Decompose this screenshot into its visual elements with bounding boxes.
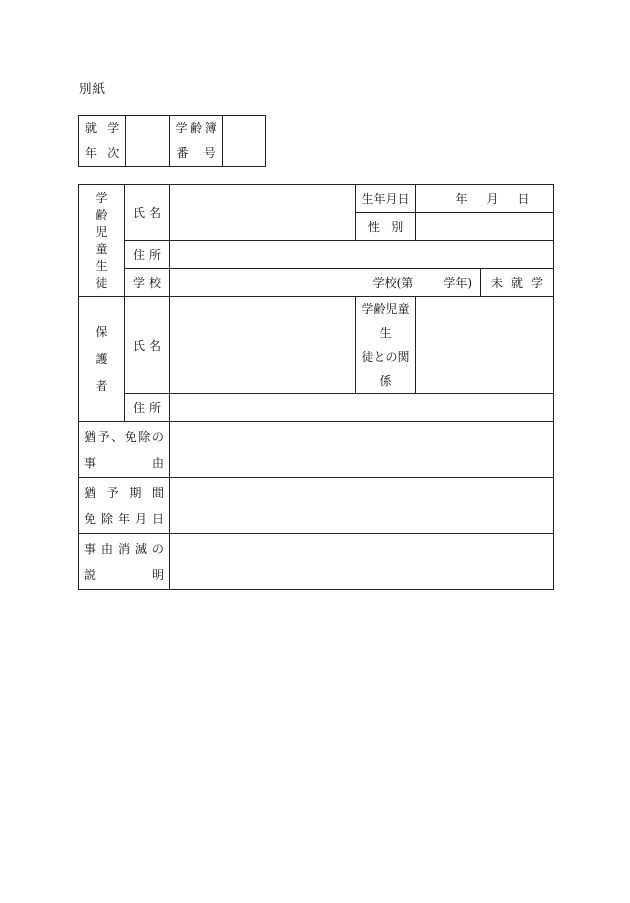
extinction-char: 消 — [117, 541, 130, 556]
guardian-address-label — [125, 394, 170, 422]
guardian-name-label — [125, 297, 170, 394]
register-value-cell[interactable] — [222, 116, 265, 167]
extinction-label — [79, 534, 170, 590]
guardian-label-char: 護 — [95, 351, 108, 366]
birth-day-unit: 日 — [517, 192, 530, 206]
child-name-field[interactable] — [170, 185, 356, 241]
child-label-char: 生 — [95, 258, 108, 273]
header-box-table — [78, 115, 266, 167]
name-label-char: 氏 — [132, 338, 145, 353]
period-label — [79, 478, 170, 534]
birth-date-label: 生年月日 — [356, 185, 416, 213]
extinction-char: の — [151, 541, 164, 556]
period-char: 猶 — [84, 485, 97, 500]
school-text: 学校(第 — [372, 276, 414, 290]
reason-char: の — [151, 429, 164, 444]
period-char: 年 — [117, 511, 130, 526]
child-label-char: 児 — [95, 224, 108, 239]
child-section-label — [79, 185, 125, 297]
main-form-table — [78, 184, 554, 590]
register-label-char: 簿 — [204, 121, 217, 135]
relation-label-line: 学齢児童生 — [361, 302, 410, 340]
guardian-section-label — [79, 297, 125, 422]
child-label-char: 童 — [95, 241, 108, 256]
birth-year-unit: 年 — [455, 192, 468, 206]
sex-label-char: 性 — [367, 220, 380, 234]
register-label-char: 齢 — [190, 121, 203, 135]
not-enrolled-char: 就 — [510, 276, 523, 290]
grade-value-cell[interactable] — [126, 116, 170, 167]
not-enrolled-cell[interactable] — [481, 269, 554, 297]
period-char: 間 — [151, 485, 164, 500]
reason-char: 猶 — [84, 429, 97, 444]
sex-label — [356, 213, 416, 241]
address-label-char: 所 — [148, 401, 161, 415]
reason-char: 、 — [111, 429, 124, 444]
not-enrolled-char: 学 — [530, 276, 543, 290]
register-label-char: 号 — [203, 146, 216, 160]
extinction-char: 事 — [84, 541, 97, 556]
extinction-char: 明 — [151, 567, 164, 582]
relation-label — [356, 297, 416, 394]
period-field[interactable] — [170, 478, 554, 534]
name-label-char: 名 — [148, 206, 161, 220]
period-char: 除 — [100, 511, 113, 526]
school-label-char: 校 — [148, 276, 161, 290]
register-label-char: 学 — [175, 121, 188, 135]
register-label-char: 番 — [176, 146, 189, 160]
address-label-char: 住 — [132, 401, 145, 415]
extinction-field[interactable] — [170, 534, 554, 590]
guardian-address-field[interactable] — [170, 394, 554, 422]
grade-label-char: 就 — [85, 121, 98, 135]
document-title: 別紙 — [79, 81, 107, 96]
grade-label-char: 学 — [107, 121, 120, 135]
reason-label — [79, 422, 170, 478]
name-label-char: 氏 — [132, 206, 145, 220]
period-char: 免 — [84, 511, 97, 526]
grade-text: 学年) — [443, 276, 472, 290]
child-address-label — [125, 241, 170, 269]
register-label-cell — [170, 116, 222, 167]
school-label-char: 学 — [132, 276, 145, 290]
school-field[interactable] — [170, 269, 481, 297]
guardian-name-field[interactable] — [170, 297, 356, 394]
extinction-char: 滅 — [134, 541, 147, 556]
guardian-label-char: 保 — [95, 324, 108, 339]
not-enrolled-char: 未 — [490, 276, 503, 290]
grade-label-char: 年 — [85, 146, 98, 160]
period-char: 期 — [129, 485, 142, 500]
reason-char: 予 — [97, 429, 110, 444]
child-name-label — [125, 185, 170, 241]
extinction-char: 由 — [100, 541, 113, 556]
extinction-char: 説 — [84, 567, 97, 582]
birth-month-unit: 月 — [486, 192, 499, 206]
reason-char: 免 — [124, 429, 137, 444]
reason-field[interactable] — [170, 422, 554, 478]
period-char: 予 — [106, 485, 119, 500]
child-label-char: 学 — [95, 190, 108, 205]
relation-field[interactable] — [416, 297, 554, 394]
reason-char: 事 — [84, 455, 97, 470]
child-label-char: 齢 — [95, 207, 108, 222]
grade-label-cell — [79, 116, 126, 167]
child-label-char: 徒 — [95, 275, 108, 290]
reason-char: 由 — [151, 455, 164, 470]
relation-label-line: 徒との関係 — [361, 350, 410, 388]
sex-label-char: 別 — [391, 220, 404, 234]
sex-field[interactable] — [416, 213, 554, 241]
grade-label-char: 次 — [107, 146, 120, 160]
period-char: 日 — [151, 511, 164, 526]
address-label-char: 住 — [132, 248, 145, 262]
school-label — [125, 269, 170, 297]
reason-char: 除 — [138, 429, 151, 444]
birth-date-field[interactable] — [416, 185, 554, 213]
name-label-char: 名 — [148, 338, 161, 353]
child-address-field[interactable] — [170, 241, 554, 269]
guardian-label-char: 者 — [95, 378, 108, 393]
address-label-char: 所 — [148, 248, 161, 262]
period-char: 月 — [134, 511, 147, 526]
